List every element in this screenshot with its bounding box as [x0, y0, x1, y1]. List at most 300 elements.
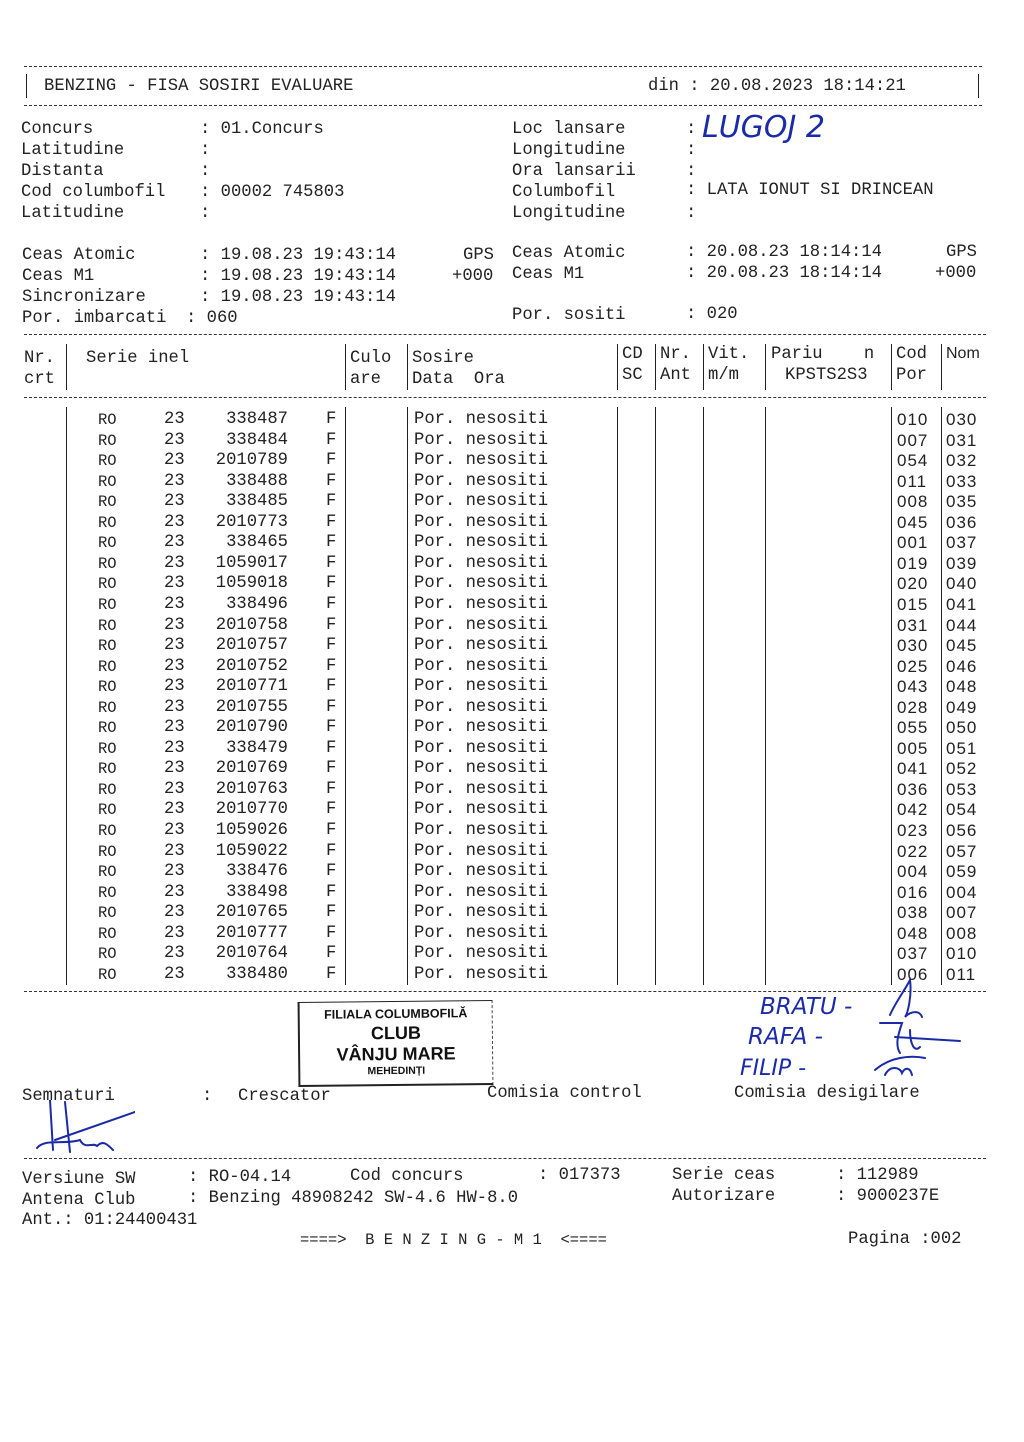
nom: 046 [946, 656, 978, 676]
clock-value: : 060 [186, 309, 238, 328]
ring-country: RO [98, 945, 117, 964]
signature-comisia-control-label: Comisia control [487, 1084, 642, 1103]
ring-year: 23 [164, 964, 185, 984]
sex: F [326, 430, 337, 450]
cod-por: 025 [897, 656, 929, 676]
table-row [0, 410, 1024, 430]
ring-year: 23 [164, 944, 185, 964]
ring-country: RO [98, 924, 117, 943]
info-label: Latitudine [21, 204, 125, 223]
ring-number: 2010790 [215, 718, 288, 738]
ring-number: 338485 [226, 492, 288, 512]
signatures-colon: : [202, 1087, 213, 1106]
arrival-status: Por. nesositi [414, 594, 549, 614]
ring-year: 23 [164, 800, 185, 820]
arrival-status: Por. nesositi [414, 923, 549, 943]
table-header-rule [24, 397, 986, 398]
nom: 050 [946, 718, 978, 738]
ring-country: RO [98, 513, 117, 532]
ring-country: RO [98, 411, 117, 429]
table-row [0, 842, 1024, 862]
ring-number: 2010763 [215, 779, 288, 799]
clock-suffix: +000 [452, 267, 494, 286]
arrival-status: Por. nesositi [414, 841, 549, 861]
arrival-status: Por. nesositi [414, 944, 549, 964]
info-value: : [686, 204, 697, 223]
nom: 011 [946, 964, 977, 984]
clock-label: Por. sositi [512, 306, 626, 325]
signature-scribble [880, 1023, 960, 1053]
ring-number: 338488 [226, 471, 288, 491]
handwritten-name-2: RAFA - [748, 1024, 823, 1050]
arrival-status: Por. nesositi [414, 512, 549, 532]
table-row [0, 698, 1024, 718]
arrival-status: Por. nesositi [414, 821, 549, 840]
ring-number: 338484 [226, 430, 288, 450]
stamp-line-4: MEHEDINȚI [367, 1064, 426, 1077]
sex: F [326, 574, 337, 594]
arrival-status: Por. nesositi [414, 800, 549, 820]
cod-por: 054 [897, 451, 929, 471]
cod-por: 020 [897, 574, 929, 594]
ring-year: 23 [164, 594, 185, 614]
arrival-status: Por. nesositi [414, 656, 549, 676]
ring-country: RO [98, 883, 117, 902]
sex: F [326, 594, 337, 614]
nom: 053 [946, 779, 978, 799]
header-vit: Vit. [708, 345, 750, 364]
table-row [0, 677, 1024, 697]
arrival-status: Por. nesositi [414, 430, 549, 450]
header-ant: Ant [660, 366, 691, 385]
nom: 045 [946, 636, 978, 656]
cod-por: 038 [897, 903, 929, 923]
cod-por: 030 [897, 636, 929, 656]
nom: 044 [946, 615, 978, 635]
table-bottom-rule [24, 991, 986, 992]
club-stamp [298, 1000, 494, 1087]
arrival-status: Por. nesositi [414, 615, 549, 635]
nom: 032 [946, 451, 978, 471]
cod-por: 005 [897, 738, 929, 758]
col-divider [407, 344, 408, 390]
ring-country: RO [98, 575, 117, 594]
cod-por: 043 [897, 677, 929, 697]
ring-number: 338487 [226, 410, 288, 429]
ring-number: 338465 [226, 533, 288, 553]
ring-year: 23 [164, 430, 185, 450]
cod-por: 048 [897, 923, 929, 943]
header-culo: Culo [350, 349, 392, 368]
header-nr-ant: Nr. [660, 345, 691, 364]
table-row [0, 595, 1024, 615]
footer-autorizare-label: Autorizare [672, 1187, 776, 1206]
sex: F [326, 512, 337, 532]
col-divider [941, 344, 942, 390]
footer-versiune-label: Versiune SW [22, 1170, 136, 1189]
arrival-status: Por. nesositi [414, 492, 549, 512]
stamp-line-1: FILIALA COLUMBOFILĂ [323, 1006, 468, 1022]
sex: F [326, 821, 337, 840]
footer-banner: ====> B E N Z I N G - M 1 <==== [300, 1231, 607, 1249]
header-bottom-rule [24, 105, 982, 106]
ring-year: 23 [164, 882, 185, 902]
ring-number: 2010757 [215, 636, 288, 656]
ring-number: 338479 [226, 738, 288, 758]
info-value: : [200, 141, 211, 160]
ring-year: 23 [164, 697, 185, 717]
breeder-signature [25, 1100, 135, 1160]
ring-number: 2010771 [215, 677, 288, 697]
ring-country: RO [98, 842, 117, 861]
table-row [0, 492, 1024, 512]
clock-label: Ceas M1 [512, 265, 585, 284]
table-row [0, 533, 1024, 553]
info-value: : 00002 745803 [200, 183, 345, 202]
footer-versiune-value: : RO-04.14 [188, 1168, 292, 1187]
table-row [0, 944, 1024, 964]
cod-por: 004 [897, 862, 929, 882]
ring-year: 23 [164, 492, 185, 512]
cod-por: 007 [897, 430, 929, 450]
cod-por: 028 [897, 697, 929, 717]
cod-por: 023 [897, 821, 929, 840]
sex: F [326, 553, 337, 573]
sex: F [326, 779, 337, 799]
arrival-status: Por. nesositi [414, 882, 549, 902]
table-row [0, 780, 1024, 800]
handwritten-name-3: FILIP - [740, 1056, 807, 1081]
arrival-status: Por. nesositi [414, 738, 549, 758]
info-value: : [200, 204, 211, 223]
clock-value: : 19.08.23 19:43:14 [200, 288, 396, 307]
clock-value: : 20.08.23 18:14:14 [686, 243, 882, 262]
ring-year: 23 [164, 677, 185, 697]
table-row [0, 616, 1024, 636]
header-sc: SC [622, 366, 643, 385]
sex: F [326, 533, 337, 553]
ring-year: 23 [164, 533, 185, 553]
col-divider [891, 344, 892, 390]
col-divider [655, 344, 656, 390]
arrival-status: Por. nesositi [414, 553, 549, 573]
table-top-rule [24, 334, 986, 335]
footer-serie-ceas-label: Serie ceas [672, 1166, 776, 1185]
cod-por: 036 [897, 779, 929, 799]
stamp-line-2: CLUB [370, 1022, 421, 1043]
col-divider [765, 344, 766, 390]
cod-por: 041 [897, 759, 929, 779]
ring-number: 338496 [226, 594, 288, 614]
info-label: Loc lansare [512, 120, 626, 139]
arrival-status: Por. nesositi [414, 636, 549, 656]
ring-country: RO [98, 534, 117, 553]
sex: F [326, 800, 337, 820]
ring-country: RO [98, 965, 117, 984]
cod-por: 042 [897, 800, 929, 820]
col-divider [66, 344, 67, 390]
info-label: Ora lansarii [512, 162, 636, 181]
ring-number: 2010789 [215, 451, 288, 471]
col-divider [345, 344, 346, 390]
info-label: Longitudine [512, 141, 626, 160]
ring-number: 2010758 [215, 615, 288, 635]
arrival-status: Por. nesositi [414, 759, 549, 779]
header-top-rule [24, 66, 982, 67]
ring-number: 2010752 [215, 656, 288, 676]
nom: 035 [946, 492, 978, 512]
ring-year: 23 [164, 574, 185, 594]
clock-label: Por. imbarcati [22, 309, 167, 328]
ring-year: 23 [164, 656, 185, 676]
ring-number: 2010777 [215, 923, 288, 943]
sex: F [326, 718, 337, 738]
footer-autorizare-value: : 9000237E [836, 1187, 940, 1206]
header-por: Por [896, 366, 927, 385]
ring-country: RO [98, 822, 117, 840]
cod-por: 016 [897, 882, 929, 902]
info-value: : [686, 141, 697, 160]
ring-number: 1059026 [215, 821, 288, 840]
ring-country: RO [98, 431, 117, 450]
cod-por: 045 [897, 512, 929, 532]
table-row [0, 862, 1024, 882]
header-nom: Nom [946, 345, 980, 362]
nom: 049 [946, 697, 978, 717]
header-pariu: Pariu n [771, 345, 875, 364]
arrival-status: Por. nesositi [414, 677, 549, 697]
nom: 052 [946, 759, 978, 779]
sex: F [326, 738, 337, 758]
ring-number: 1059018 [215, 574, 288, 594]
ring-year: 23 [164, 841, 185, 861]
ring-year: 23 [164, 471, 185, 491]
clock-label: Sincronizare [22, 288, 146, 307]
ring-year: 23 [164, 923, 185, 943]
ring-year: 23 [164, 738, 185, 758]
table-row [0, 657, 1024, 677]
nom: 033 [946, 471, 978, 491]
info-value: : 01.Concurs [200, 120, 324, 139]
col-divider [703, 344, 704, 390]
ring-country: RO [98, 698, 117, 717]
sex: F [326, 451, 337, 471]
header-sosire: Sosire [412, 349, 474, 368]
header-cod: Cod [896, 345, 927, 364]
sex: F [326, 471, 337, 491]
clock-suffix: GPS [946, 243, 977, 262]
table-row [0, 924, 1024, 944]
ring-number: 2010764 [215, 944, 288, 964]
arrival-status: Por. nesositi [414, 471, 549, 491]
nom: 056 [946, 821, 978, 840]
nom: 007 [946, 903, 978, 923]
stamp-line-3: VÂNJU MARE [336, 1042, 456, 1065]
sex: F [326, 759, 337, 779]
cod-por: 019 [897, 553, 929, 573]
handwritten-name-1: BRATU - [760, 994, 853, 1020]
arrival-status: Por. nesositi [414, 697, 549, 717]
signature-scribble [890, 980, 922, 1017]
ring-year: 23 [164, 451, 185, 471]
header-kpsts: KPSTS2S3 [785, 366, 868, 385]
clock-value: : 020 [686, 305, 738, 324]
table-row [0, 821, 1024, 841]
table-row [0, 759, 1024, 779]
table-row [0, 574, 1024, 594]
nom: 054 [946, 800, 978, 820]
ring-number: 2010765 [215, 903, 288, 923]
nom: 059 [946, 862, 978, 882]
clock-value: : 19.08.23 19:43:14 [200, 267, 396, 286]
ring-year: 23 [164, 759, 185, 779]
table-row [0, 513, 1024, 533]
header-cd: CD [622, 345, 643, 364]
header-left-border [26, 74, 27, 98]
nom: 010 [946, 944, 978, 964]
table-row [0, 431, 1024, 451]
sex: F [326, 964, 337, 984]
nom: 030 [946, 410, 978, 429]
ring-number: 338498 [226, 882, 288, 902]
signature-scribble [875, 1057, 925, 1075]
footer-antena-label: Antena Club [22, 1191, 136, 1210]
ring-number: 1059017 [215, 553, 288, 573]
cod-por: 011 [897, 471, 928, 491]
ring-number: 2010755 [215, 697, 288, 717]
clock-label: Ceas M1 [22, 267, 95, 286]
ring-country: RO [98, 863, 117, 882]
ring-country: RO [98, 801, 117, 820]
header-nr: Nr. [24, 349, 55, 368]
nom: 031 [946, 430, 978, 450]
table-row [0, 636, 1024, 656]
ring-country: RO [98, 493, 117, 512]
table-row [0, 472, 1024, 492]
ring-year: 23 [164, 718, 185, 738]
sex: F [326, 944, 337, 964]
table-row [0, 883, 1024, 903]
cod-por: 006 [897, 964, 929, 984]
arrival-status: Por. nesositi [414, 574, 549, 594]
sex: F [326, 903, 337, 923]
ring-year: 23 [164, 615, 185, 635]
ring-number: 2010769 [215, 759, 288, 779]
ring-year: 23 [164, 636, 185, 656]
sex: F [326, 882, 337, 902]
ring-country: RO [98, 678, 117, 697]
sex: F [326, 492, 337, 512]
ring-number: 2010773 [215, 512, 288, 532]
info-value: : [200, 162, 211, 181]
signature-comisia-desigilare-label: Comisia desigilare [734, 1084, 920, 1103]
sex: F [326, 862, 337, 882]
ring-year: 23 [164, 553, 185, 573]
ring-year: 23 [164, 862, 185, 882]
info-label: Latitudine [21, 141, 125, 160]
footer-page-number: Pagina :002 [848, 1230, 962, 1249]
nom: 051 [946, 738, 978, 758]
table-row [0, 903, 1024, 923]
nom: 039 [946, 553, 978, 573]
info-label: Columbofil [512, 183, 616, 202]
arrival-status: Por. nesositi [414, 903, 549, 923]
sex: F [326, 697, 337, 717]
cod-por: 015 [897, 594, 929, 614]
header-serie-inel: Serie inel [86, 349, 190, 368]
ring-country: RO [98, 657, 117, 676]
nom: 041 [946, 594, 978, 614]
footer-ant: Ant.: 01:24400431 [22, 1211, 198, 1230]
info-label: Concurs [21, 120, 94, 139]
sex: F [326, 615, 337, 635]
document-date: din : 20.08.2023 18:14:21 [648, 77, 906, 96]
cod-por: 031 [897, 615, 929, 635]
info-label: Distanta [21, 162, 104, 181]
nom: 037 [946, 533, 978, 553]
cod-por: 010 [897, 410, 929, 429]
signature-crescator-label: Crescator [238, 1087, 331, 1106]
table-row [0, 554, 1024, 574]
cod-por: 055 [897, 718, 929, 738]
arrival-status: Por. nesositi [414, 451, 549, 471]
info-label: Longitudine [512, 204, 626, 223]
ring-country: RO [98, 616, 117, 635]
sex: F [326, 636, 337, 656]
ring-country: RO [98, 739, 117, 758]
ring-year: 23 [164, 821, 185, 840]
arrival-status: Por. nesositi [414, 964, 549, 984]
nom: 008 [946, 923, 978, 943]
nom: 057 [946, 841, 978, 861]
ring-country: RO [98, 452, 117, 471]
info-value: : LATA IONUT SI DRINCEAN [686, 181, 934, 200]
ring-country: RO [98, 760, 117, 779]
handwritten-launch-location: LUGOJ 2 [702, 110, 826, 145]
ring-year: 23 [164, 779, 185, 799]
cod-por: 008 [897, 492, 929, 512]
nom: 040 [946, 574, 978, 594]
table-row [0, 800, 1024, 820]
footer-rule [24, 1158, 986, 1159]
ring-country: RO [98, 780, 117, 799]
ring-year: 23 [164, 410, 185, 429]
footer-antena-value: : Benzing 48908242 SW-4.6 HW-8.0 [188, 1189, 519, 1208]
info-value: : [686, 162, 697, 181]
cod-por: 037 [897, 944, 929, 964]
ring-country: RO [98, 637, 117, 656]
arrival-status: Por. nesositi [414, 533, 549, 553]
clock-suffix: GPS [463, 246, 494, 265]
sex: F [326, 841, 337, 861]
col-divider [617, 344, 618, 390]
ring-country: RO [98, 472, 117, 491]
clock-label: Ceas Atomic [22, 246, 136, 265]
table-row [0, 718, 1024, 738]
arrival-status: Por. nesositi [414, 410, 549, 429]
ring-year: 23 [164, 903, 185, 923]
ring-number: 338480 [226, 964, 288, 984]
footer-serie-ceas-value: : 112989 [836, 1166, 919, 1185]
header-are: are [350, 370, 381, 389]
sex: F [326, 677, 337, 697]
ring-country: RO [98, 595, 117, 614]
cod-por: 022 [897, 841, 929, 861]
header-mm: m/m [708, 366, 739, 385]
ring-year: 23 [164, 512, 185, 532]
nom: 004 [946, 882, 978, 902]
nom: 036 [946, 512, 978, 532]
